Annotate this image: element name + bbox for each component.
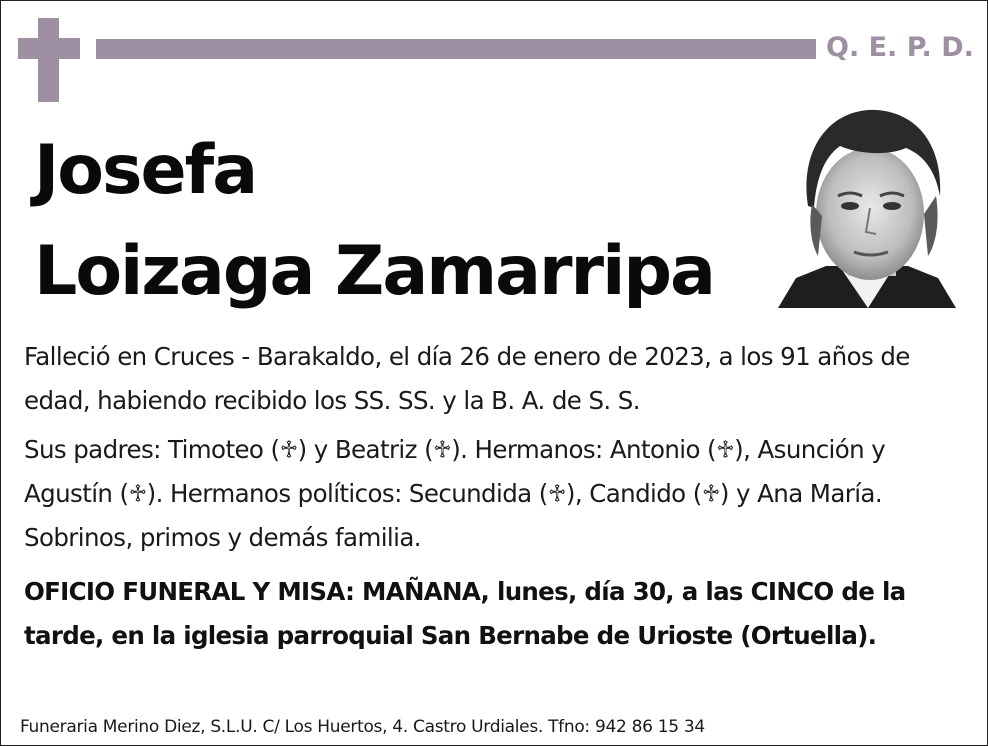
death-notice-text: Falleció en Cruces - Barakaldo, el día 26 de enero de 2023, a los 91 años de edad, habiendo recibido los SS. SS. y la B. A. de S. S. — [24, 342, 910, 415]
deceased-first-name: Josefa — [34, 131, 257, 210]
qepd-label: Q. E. P. D. — [826, 32, 974, 63]
family-text: Sus padres: Timoteo (♱) y Beatriz (♱). Hermanos: Antonio (♱), Asunción y Agustín (♱). Hermanos políticos: Secundida (♱), Candido (♱) y Ana María. Sobrinos, primos y demás familia. — [24, 435, 886, 552]
header-bar — [96, 39, 816, 59]
funeral-text: OFICIO FUNERAL Y MISA: MAÑANA, lunes, día 30, a las CINCO de la tarde, en la iglesia parroquial San Bernabe de Urioste (Ortuella). — [24, 577, 906, 650]
deceased-surnames: Loizaga Zamarripa — [34, 232, 714, 311]
funeral-home-footer: Funeraria Merino Diez, S.L.U. C/ Los Huertos, 4. Castro Urdiales. Tfno: 942 86 15 34 — [20, 717, 705, 737]
portrait-photo — [778, 96, 956, 308]
